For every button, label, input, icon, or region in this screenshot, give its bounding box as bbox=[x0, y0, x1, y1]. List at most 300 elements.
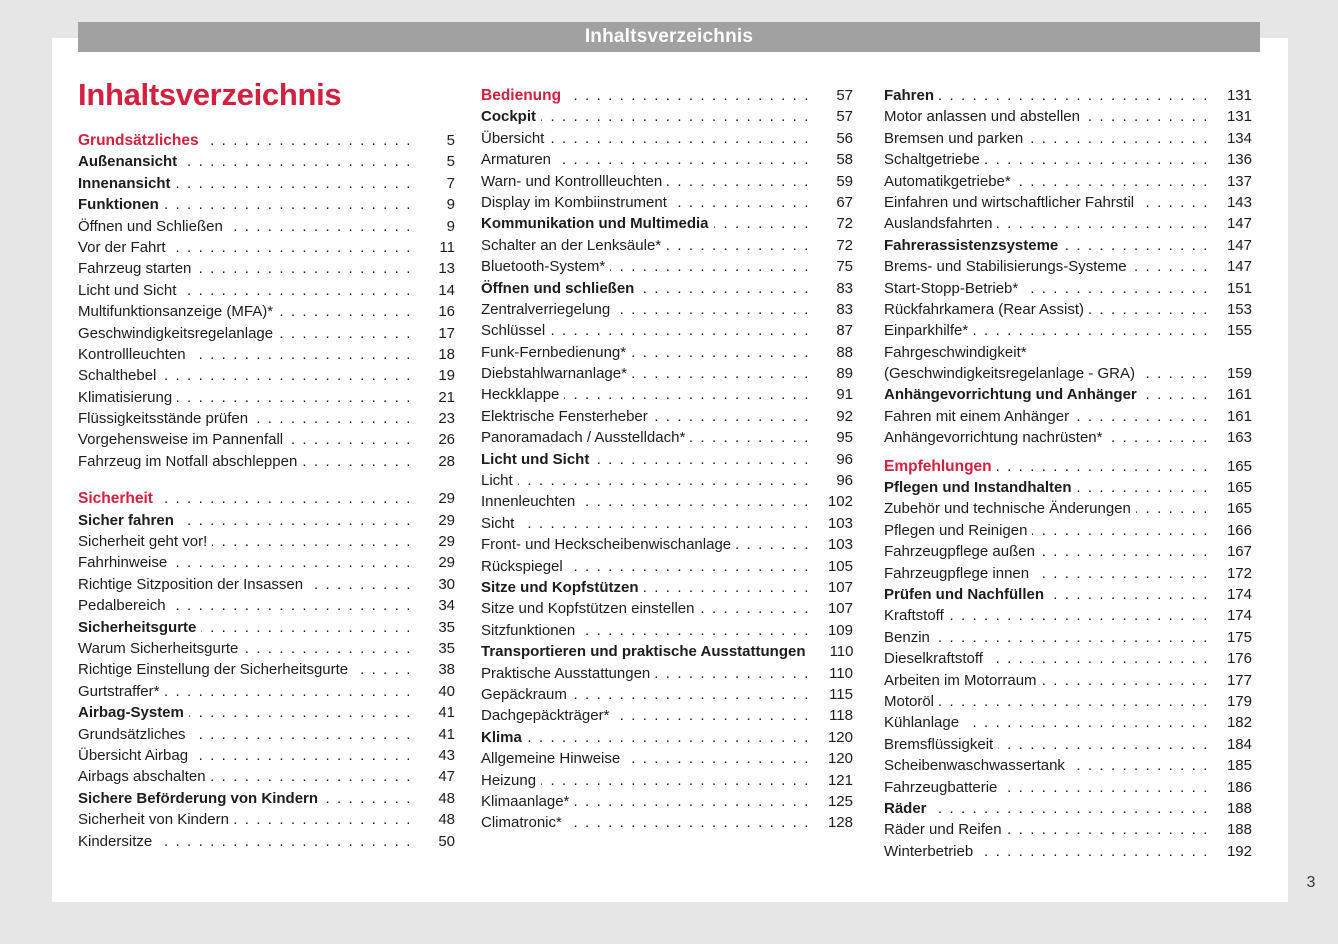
toc-entry bbox=[481, 812, 853, 833]
toc-entry-label: Einparkhilfe* bbox=[884, 322, 969, 340]
toc-entry bbox=[78, 510, 455, 531]
toc-entry-page: 175 bbox=[1226, 628, 1252, 646]
toc-entry-page: 83 bbox=[836, 279, 853, 297]
toc-entry bbox=[884, 755, 1252, 776]
toc-entry-label: Rückfahrkamera (Rear Assist) bbox=[884, 300, 1085, 318]
toc-entry-label: Räder und Reifen bbox=[884, 821, 1002, 839]
toc-entry-page: 159 bbox=[1226, 365, 1252, 383]
toc-entry-label: Motor anlassen und abstellen bbox=[884, 108, 1080, 126]
toc-entry-page: 107 bbox=[827, 578, 853, 596]
dot-leader bbox=[161, 365, 412, 386]
dot-leader bbox=[949, 605, 1209, 626]
toc-entry-label: Kindersitze bbox=[78, 832, 153, 850]
dot-leader bbox=[667, 171, 810, 192]
toc-entry bbox=[481, 556, 853, 577]
dot-leader bbox=[191, 344, 412, 365]
toc-entry-page: 165 bbox=[1226, 479, 1252, 497]
toc-entry bbox=[78, 429, 455, 450]
dot-leader bbox=[690, 427, 810, 448]
toc-entry-label: Fahrzeugbatterie bbox=[884, 778, 998, 796]
dot-leader bbox=[177, 387, 412, 408]
toc-entry-page: 179 bbox=[1226, 692, 1252, 710]
toc-entry-page: 28 bbox=[438, 452, 455, 470]
dot-leader bbox=[164, 194, 412, 215]
toc-entry-label: Flüssigkeitsstände prüfen bbox=[78, 410, 249, 428]
toc-entry-label: Warn- und Kontrollleuchten bbox=[481, 172, 663, 190]
toc-entry-page: 147 bbox=[1226, 258, 1252, 276]
toc-entry bbox=[78, 365, 455, 386]
toc-entry-label: Dachgepäckträger* bbox=[481, 707, 610, 725]
toc-entry bbox=[481, 727, 853, 748]
toc-entry bbox=[884, 498, 1252, 519]
toc-entry bbox=[78, 681, 455, 702]
toc-entry bbox=[884, 320, 1252, 341]
dot-leader bbox=[211, 766, 412, 787]
dot-leader bbox=[580, 491, 810, 512]
toc-entry bbox=[481, 663, 853, 684]
toc-entry-page: 87 bbox=[836, 322, 853, 340]
dot-leader bbox=[171, 595, 412, 616]
toc-entry bbox=[78, 574, 455, 595]
toc-entry-label: Fahren mit einem Anhänger bbox=[884, 407, 1070, 425]
toc-entry-label: Dieselkraftstoff bbox=[884, 650, 983, 668]
toc-entry-page: 107 bbox=[827, 600, 853, 618]
dot-leader bbox=[655, 663, 810, 684]
dot-leader bbox=[1070, 755, 1209, 776]
toc-entry bbox=[78, 724, 455, 745]
toc-entry bbox=[78, 258, 455, 279]
toc-entry-label: Pedalbereich bbox=[78, 597, 166, 615]
toc-entry-page: 182 bbox=[1226, 714, 1252, 732]
dot-leader bbox=[158, 488, 412, 509]
dot-leader bbox=[172, 552, 412, 573]
toc-entry-page: 110 bbox=[829, 664, 853, 682]
dot-leader bbox=[1042, 670, 1209, 691]
toc-entry-label: Fahrhinweise bbox=[78, 554, 168, 572]
toc-entry bbox=[481, 235, 853, 256]
toc-entry bbox=[884, 213, 1252, 234]
dot-leader bbox=[1140, 363, 1209, 384]
toc-entry-page: 147 bbox=[1226, 236, 1252, 254]
toc-entry bbox=[481, 342, 853, 363]
toc-entry-label: Geschwindigkeitsregelanlage bbox=[78, 324, 274, 342]
dot-leader bbox=[978, 841, 1209, 862]
dot-leader bbox=[1085, 106, 1209, 127]
toc-entry-page: 13 bbox=[438, 260, 455, 278]
toc-entry bbox=[884, 342, 1252, 363]
toc-entry bbox=[481, 427, 853, 448]
dot-leader bbox=[1142, 384, 1209, 405]
toc-entry-label: Cockpit bbox=[481, 108, 537, 126]
toc-entry bbox=[884, 149, 1252, 170]
toc-entry bbox=[481, 598, 853, 619]
toc-entry-label: Klimaanlage* bbox=[481, 792, 570, 810]
dot-leader bbox=[997, 456, 1209, 477]
toc-entry bbox=[884, 299, 1252, 320]
toc-entry-label: Kraftstoff bbox=[884, 607, 944, 625]
dot-leader bbox=[228, 216, 412, 237]
toc-entry-page: 185 bbox=[1226, 757, 1252, 775]
dot-leader bbox=[204, 130, 412, 151]
toc-entry-page: 16 bbox=[438, 303, 455, 321]
toc-entry-page: 137 bbox=[1226, 172, 1252, 190]
toc-entry-label: Front- und Heckscheibenwischanlage bbox=[481, 536, 732, 554]
toc-entry bbox=[78, 488, 455, 509]
toc-entry-label: Zentralverriegelung bbox=[481, 300, 611, 318]
dot-leader bbox=[736, 534, 810, 555]
toc-entry bbox=[884, 734, 1252, 755]
toc-entry-page: 177 bbox=[1226, 671, 1252, 689]
dot-leader bbox=[998, 734, 1209, 755]
toc-entry-page: 72 bbox=[836, 215, 853, 233]
toc-entry-page: 30 bbox=[438, 575, 455, 593]
toc-entry bbox=[78, 151, 455, 172]
toc-entry-page: 29 bbox=[438, 533, 455, 551]
toc-entry-label: Außenansicht bbox=[78, 153, 178, 171]
toc-entry bbox=[481, 620, 853, 641]
toc-entry-label: Pflegen und Instandhalten bbox=[884, 479, 1072, 497]
toc-entry bbox=[884, 841, 1252, 862]
toc-entry-label: Gurtstraffer* bbox=[78, 682, 160, 700]
toc-entry-page: 167 bbox=[1226, 543, 1252, 561]
toc-entry-page: 125 bbox=[827, 792, 853, 810]
toc-entry-label: Vor der Fahrt bbox=[78, 238, 166, 256]
toc-entry-label: Zubehör und technische Änderungen bbox=[884, 500, 1131, 518]
dot-leader bbox=[580, 620, 810, 641]
dot-leader bbox=[278, 323, 412, 344]
toc-entry-label: Räder bbox=[884, 799, 927, 817]
toc-entry-page: 19 bbox=[438, 367, 455, 385]
dot-leader bbox=[191, 724, 412, 745]
toc-entry-page: 151 bbox=[1226, 279, 1252, 297]
toc-section bbox=[884, 456, 1252, 862]
toc-entry-label: Praktische Ausstattungen bbox=[481, 664, 651, 682]
toc-entry-label: Sicherheit von Kindern bbox=[78, 811, 229, 829]
toc-entry-page: 14 bbox=[438, 281, 455, 299]
dot-leader bbox=[196, 258, 412, 279]
toc-entry bbox=[78, 531, 455, 552]
dot-leader bbox=[541, 106, 810, 127]
toc-entry-page: 163 bbox=[1226, 429, 1252, 447]
toc-entry-page: 155 bbox=[1226, 322, 1252, 340]
toc-entry bbox=[884, 777, 1252, 798]
toc-entry bbox=[481, 770, 853, 791]
toc-entry bbox=[78, 237, 455, 258]
toc-entry bbox=[78, 451, 455, 472]
dot-leader bbox=[572, 684, 810, 705]
toc-entry-page: 153 bbox=[1226, 300, 1252, 318]
toc-entry-page: 48 bbox=[438, 811, 455, 829]
dot-leader bbox=[253, 408, 412, 429]
toc-entry-label: Schalter an der Lenksäule* bbox=[481, 236, 662, 254]
dot-leader bbox=[564, 384, 810, 405]
toc-entry-page: 103 bbox=[827, 536, 853, 554]
toc-entry bbox=[481, 149, 853, 170]
toc-entry-label: Sichere Beförderung von Kindern bbox=[78, 789, 319, 807]
toc-entry bbox=[78, 659, 455, 680]
toc-entry-label: Bluetooth-System* bbox=[481, 258, 606, 276]
dot-leader bbox=[625, 748, 810, 769]
toc-entry bbox=[78, 323, 455, 344]
toc-entry-page: 57 bbox=[836, 87, 853, 104]
toc-entry bbox=[884, 192, 1252, 213]
toc-column-3 bbox=[884, 85, 1252, 862]
dot-leader bbox=[1032, 520, 1209, 541]
toc-entry bbox=[481, 577, 853, 598]
dot-leader bbox=[1136, 498, 1209, 519]
toc-entry bbox=[481, 534, 853, 555]
toc-entry bbox=[481, 406, 853, 427]
toc-entry-page: 7 bbox=[446, 174, 455, 192]
dot-leader bbox=[672, 192, 810, 213]
dot-leader bbox=[644, 577, 811, 598]
toc-entry bbox=[78, 387, 455, 408]
toc-entry bbox=[78, 702, 455, 723]
toc-entry-label: Schaltgetriebe bbox=[884, 151, 980, 169]
toc-entry-label: Benzin bbox=[884, 628, 930, 646]
toc-entry-page: 35 bbox=[438, 639, 455, 657]
toc-entry-page: 11 bbox=[439, 238, 455, 256]
toc-entry bbox=[78, 617, 455, 638]
toc-entry-label: Sicherheit geht vor! bbox=[78, 533, 208, 551]
dot-leader bbox=[181, 280, 412, 301]
dot-leader bbox=[176, 173, 412, 194]
toc-entry bbox=[884, 691, 1252, 712]
dot-leader bbox=[988, 648, 1209, 669]
toc-entry-page: 118 bbox=[829, 707, 853, 725]
toc-entry bbox=[884, 85, 1252, 106]
dot-leader bbox=[288, 429, 412, 450]
toc-entry-page: 17 bbox=[438, 324, 455, 342]
dot-leader bbox=[614, 705, 810, 726]
dot-leader bbox=[243, 638, 412, 659]
toc-entry bbox=[78, 745, 455, 766]
toc-entry-label: Grundsätzliches bbox=[78, 132, 199, 149]
toc-entry-page: 35 bbox=[438, 618, 455, 636]
toc-entry-page: 18 bbox=[438, 345, 455, 363]
page-title: Inhaltsverzeichnis bbox=[78, 77, 342, 112]
toc-entry bbox=[884, 563, 1252, 584]
toc-entry-page: 88 bbox=[836, 343, 853, 361]
toc-entry-label: Diebstahlwarnanlage* bbox=[481, 365, 627, 383]
toc-entry bbox=[78, 194, 455, 215]
toc-entry bbox=[481, 171, 853, 192]
toc-entry-label: Sicher fahren bbox=[78, 511, 174, 529]
toc-entry-label: Multifunktionsanzeige (MFA)* bbox=[78, 303, 274, 321]
toc-entry-label: Kontrollleuchten bbox=[78, 345, 186, 363]
toc-entry-label: Öffnen und Schließen bbox=[78, 217, 223, 235]
dot-leader bbox=[1107, 427, 1209, 448]
toc-entry-label: Empfehlungen bbox=[884, 457, 992, 475]
toc-entry-label: Grundsätzliches bbox=[78, 725, 186, 743]
toc-entry-page: 120 bbox=[827, 750, 853, 768]
dot-leader bbox=[1007, 819, 1209, 840]
dot-leader bbox=[1139, 192, 1209, 213]
toc-entry-label: Armaturen bbox=[481, 151, 552, 169]
toc-section bbox=[78, 130, 455, 472]
dot-leader bbox=[653, 406, 810, 427]
toc-entry bbox=[78, 408, 455, 429]
toc-entry-page: 59 bbox=[836, 172, 853, 190]
dot-leader bbox=[519, 513, 810, 534]
toc-entry-page: 131 bbox=[1226, 87, 1252, 104]
toc-entry bbox=[78, 216, 455, 237]
dot-leader bbox=[615, 299, 810, 320]
dot-leader bbox=[594, 449, 810, 470]
toc-entry-label: Airbags abschalten bbox=[78, 768, 206, 786]
toc-entry-page: 89 bbox=[836, 365, 853, 383]
toc-entry-page: 188 bbox=[1226, 799, 1252, 817]
dot-leader bbox=[556, 149, 810, 170]
toc-entry-page: 34 bbox=[438, 597, 455, 615]
toc-entry-label: Richtige Einstellung der Sicherheitsgurte bbox=[78, 661, 349, 679]
toc-entry-page: 58 bbox=[836, 151, 853, 169]
toc-entry-label: Sicherheitsgurte bbox=[78, 618, 197, 636]
toc-entry-label: Klima bbox=[481, 728, 522, 746]
toc-entry-label: Licht und Sicht bbox=[481, 450, 590, 468]
toc-entry bbox=[481, 256, 853, 277]
toc-column-1 bbox=[78, 130, 455, 852]
toc-entry-page: 29 bbox=[438, 554, 455, 572]
toc-entry-page: 96 bbox=[836, 472, 853, 490]
toc-entry-label: Pflegen und Reinigen bbox=[884, 521, 1028, 539]
toc-entry bbox=[78, 638, 455, 659]
toc-entry-page: 128 bbox=[827, 814, 853, 832]
toc-entry-label: Fahrgeschwindigkeit* bbox=[884, 343, 1027, 361]
toc-entry-page: 5 bbox=[446, 153, 455, 171]
toc-entry bbox=[884, 427, 1252, 448]
toc-entry-page: 103 bbox=[827, 514, 853, 532]
toc-entry-label: Fahren bbox=[884, 87, 935, 104]
toc-entry-page: 9 bbox=[446, 196, 455, 214]
toc-entry bbox=[884, 456, 1252, 477]
toc-entry bbox=[78, 280, 455, 301]
toc-entry-page: 110 bbox=[829, 643, 854, 661]
toc-entry-label: Start-Stopp-Betrieb* bbox=[884, 279, 1019, 297]
dot-leader bbox=[932, 798, 1209, 819]
dot-leader bbox=[574, 791, 810, 812]
toc-entry bbox=[884, 605, 1252, 626]
footer-page-number: 3 bbox=[1306, 874, 1316, 891]
toc-entry bbox=[481, 128, 853, 149]
toc-entry-page: 92 bbox=[836, 407, 853, 425]
toc-entry-label: Anhängevorrichtung nachrüsten* bbox=[884, 429, 1103, 447]
toc-entry bbox=[78, 344, 455, 365]
toc-entry bbox=[78, 831, 455, 852]
toc-entry-page: 161 bbox=[1226, 407, 1252, 425]
toc-entry-label: Fahrzeug im Notfall abschleppen bbox=[78, 452, 298, 470]
toc-entry bbox=[78, 552, 455, 573]
toc-entry-label: Bremsflüssigkeit bbox=[884, 735, 994, 753]
toc-entry-label: Auslandsfahrten bbox=[884, 215, 993, 233]
dot-leader bbox=[1040, 541, 1209, 562]
toc-entry-page: 186 bbox=[1226, 778, 1252, 796]
toc-entry bbox=[884, 384, 1252, 405]
toc-entry-label: Funk-Fernbedienung* bbox=[481, 343, 627, 361]
toc-entry bbox=[481, 705, 853, 726]
toc-entry bbox=[78, 173, 455, 194]
toc-entry-page: 95 bbox=[836, 429, 853, 447]
toc-entry-label: Sitzfunktionen bbox=[481, 621, 576, 639]
toc-entry-label: Fahrzeugpflege außen bbox=[884, 543, 1035, 561]
toc-entry-label: Einfahren und wirtschaftlicher Fahrstil bbox=[884, 193, 1135, 211]
dot-leader bbox=[550, 320, 810, 341]
toc-entry bbox=[78, 788, 455, 809]
toc-entry-label: Licht bbox=[481, 472, 513, 490]
toc-entry-label: Schalthebel bbox=[78, 367, 157, 385]
toc-section bbox=[78, 488, 455, 852]
toc-entry-page: 9 bbox=[446, 217, 455, 235]
toc-entry-label: Sicherheit bbox=[78, 490, 153, 508]
toc-entry-page: 109 bbox=[827, 621, 853, 639]
toc-entry-page: 38 bbox=[438, 661, 455, 679]
toc-entry-page: 47 bbox=[438, 768, 455, 786]
header-bar bbox=[78, 22, 1260, 52]
toc-entry-page: 29 bbox=[438, 511, 455, 529]
toc-entry-label: Elektrische Fensterheber bbox=[481, 407, 648, 425]
toc-entry-label: Licht und Sicht bbox=[78, 281, 177, 299]
toc-entry-label: Arbeiten im Motorraum bbox=[884, 671, 1037, 689]
toc-entry-page: 5 bbox=[446, 132, 455, 149]
toc-entry bbox=[481, 513, 853, 534]
toc-entry-label: Kühlanlage bbox=[884, 714, 960, 732]
toc-entry bbox=[481, 320, 853, 341]
dot-leader bbox=[1063, 235, 1209, 256]
dot-leader bbox=[939, 691, 1209, 712]
toc-entry-label: Fahrzeug starten bbox=[78, 260, 192, 278]
toc-entry-label: Transportieren und praktische Ausstattungen bbox=[481, 643, 806, 661]
toc-entry bbox=[884, 171, 1252, 192]
dot-leader bbox=[308, 574, 412, 595]
toc-entry-label: Innenleuchten bbox=[481, 493, 576, 511]
toc-entry-label: Heizung bbox=[481, 771, 537, 789]
toc-entry-page: 188 bbox=[1226, 821, 1252, 839]
toc-entry bbox=[884, 541, 1252, 562]
toc-entry-page: 105 bbox=[827, 557, 853, 575]
toc-entry bbox=[884, 406, 1252, 427]
dot-leader bbox=[302, 451, 412, 472]
toc-entry-label: Gepäckraum bbox=[481, 685, 567, 703]
toc-entry bbox=[481, 449, 853, 470]
toc-entry-label: Bremsen und parken bbox=[884, 129, 1024, 147]
toc-entry-page: 43 bbox=[438, 746, 455, 764]
toc-entry-label: Sicht bbox=[481, 514, 515, 532]
toc-entry bbox=[481, 791, 853, 812]
toc-entry-page: 176 bbox=[1226, 650, 1252, 668]
toc-entry bbox=[78, 766, 455, 787]
toc-section bbox=[481, 85, 853, 834]
toc-entry bbox=[481, 641, 853, 662]
toc-entry bbox=[78, 301, 455, 322]
dot-leader bbox=[935, 627, 1209, 648]
toc-entry-page: 41 bbox=[438, 725, 455, 743]
toc-entry bbox=[884, 627, 1252, 648]
toc-entry-page: 174 bbox=[1226, 585, 1252, 603]
toc-entry-page: 83 bbox=[836, 300, 853, 318]
toc-entry-label: Übersicht bbox=[481, 129, 545, 147]
toc-entry bbox=[884, 235, 1252, 256]
toc-entry-page: 67 bbox=[836, 193, 853, 211]
dot-leader bbox=[1074, 406, 1209, 427]
dot-leader bbox=[234, 809, 412, 830]
dot-leader bbox=[193, 745, 412, 766]
toc-entry bbox=[78, 130, 455, 151]
dot-leader bbox=[566, 85, 810, 106]
toc-entry bbox=[884, 477, 1252, 498]
toc-entry-page: 147 bbox=[1226, 215, 1252, 233]
toc-entry bbox=[884, 520, 1252, 541]
toc-entry bbox=[481, 106, 853, 127]
